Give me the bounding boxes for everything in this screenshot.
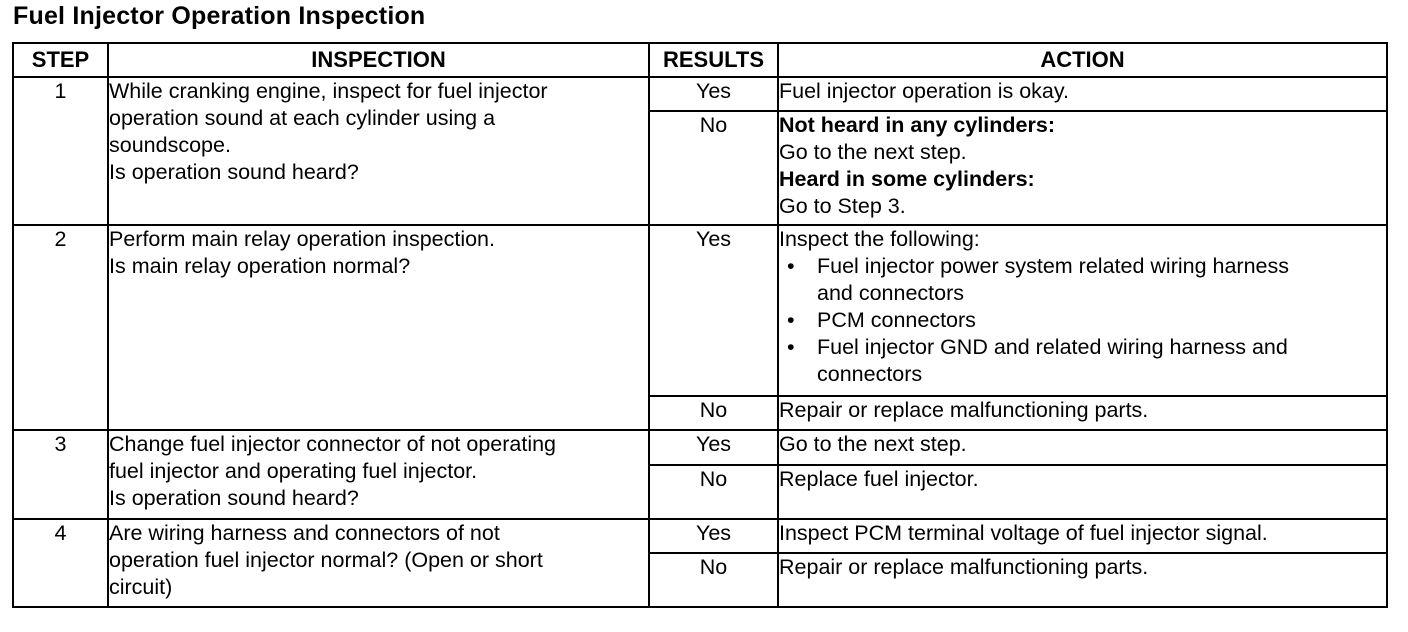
step-number: 2 bbox=[13, 225, 108, 430]
list-item bbox=[817, 253, 1386, 307]
result-no: No bbox=[649, 553, 778, 607]
action-no bbox=[778, 111, 1387, 225]
inspection-cell bbox=[108, 430, 649, 519]
list-item-text: and connectors bbox=[817, 281, 965, 305]
action-yes: Fuel injector operation is okay. bbox=[778, 77, 1387, 111]
result-yes: Yes bbox=[649, 519, 778, 553]
result-no: No bbox=[649, 396, 778, 430]
list-item-text: • Fuel injector power system related wiring harness bbox=[817, 254, 1290, 278]
inspection-line: circuit) bbox=[109, 575, 173, 599]
inspection-line: Is main relay operation normal? bbox=[109, 254, 411, 278]
inspection-cell bbox=[108, 77, 649, 225]
action-no: Repair or replace malfunctioning parts. bbox=[778, 553, 1387, 607]
result-no: No bbox=[649, 465, 778, 519]
step-number: 4 bbox=[13, 519, 108, 607]
result-no: No bbox=[649, 111, 778, 225]
action-no: Replace fuel injector. bbox=[778, 465, 1387, 519]
table-row bbox=[13, 519, 1387, 553]
list-item-text: • Fuel injector GND and related wiring harness and bbox=[817, 335, 1288, 359]
inspection-line: fuel injector and operating fuel injector. bbox=[109, 459, 478, 483]
result-yes: Yes bbox=[649, 430, 778, 465]
step-number: 3 bbox=[13, 430, 108, 519]
action-yes bbox=[778, 225, 1387, 396]
action-heading: Not heard in any cylinders: bbox=[779, 113, 1055, 137]
inspection-cell bbox=[108, 519, 649, 607]
result-yes: Yes bbox=[649, 77, 778, 111]
list-item-text: connectors bbox=[817, 362, 923, 386]
inspection-line: Is operation sound heard? bbox=[109, 160, 359, 184]
action-yes: Inspect PCM terminal voltage of fuel injector signal. bbox=[778, 519, 1387, 553]
header-action: ACTION bbox=[778, 43, 1387, 77]
action-text: Inspect the following: bbox=[779, 227, 980, 251]
bullet-list bbox=[779, 253, 1386, 388]
table-row bbox=[13, 77, 1387, 111]
list-item-text: • PCM connectors bbox=[817, 308, 976, 332]
action-text: Go to the next step. bbox=[779, 140, 967, 164]
inspection-line: operation fuel injector normal? (Open or short bbox=[109, 548, 543, 572]
action-heading: Heard in some cylinders: bbox=[779, 167, 1035, 191]
action-no: Repair or replace malfunctioning parts. bbox=[778, 396, 1387, 430]
list-item bbox=[817, 307, 1386, 334]
inspection-line: Are wiring harness and connectors of not bbox=[109, 521, 500, 545]
step-number: 1 bbox=[13, 77, 108, 225]
header-step: STEP bbox=[13, 43, 108, 77]
inspection-line: Is operation sound heard? bbox=[109, 486, 359, 510]
table-row bbox=[13, 225, 1387, 396]
inspection-cell bbox=[108, 225, 649, 430]
table-row bbox=[13, 430, 1387, 465]
inspection-line: Change fuel injector connector of not operating bbox=[109, 432, 557, 456]
action-yes: Go to the next step. bbox=[778, 430, 1387, 465]
inspection-line: While cranking engine, inspect for fuel injector bbox=[109, 79, 548, 103]
header-row bbox=[13, 43, 1387, 77]
inspection-line: operation sound at each cylinder using a bbox=[109, 106, 496, 130]
inspection-line: soundscope. bbox=[109, 133, 231, 157]
header-inspection: INSPECTION bbox=[108, 43, 649, 77]
page-title: Fuel Injector Operation Inspection bbox=[13, 2, 426, 30]
header-results: RESULTS bbox=[649, 43, 778, 77]
action-text: Go to Step 3. bbox=[779, 194, 906, 218]
inspection-table bbox=[12, 42, 1388, 608]
list-item bbox=[817, 334, 1386, 388]
result-yes: Yes bbox=[649, 225, 778, 396]
inspection-line: Perform main relay operation inspection. bbox=[109, 227, 495, 251]
